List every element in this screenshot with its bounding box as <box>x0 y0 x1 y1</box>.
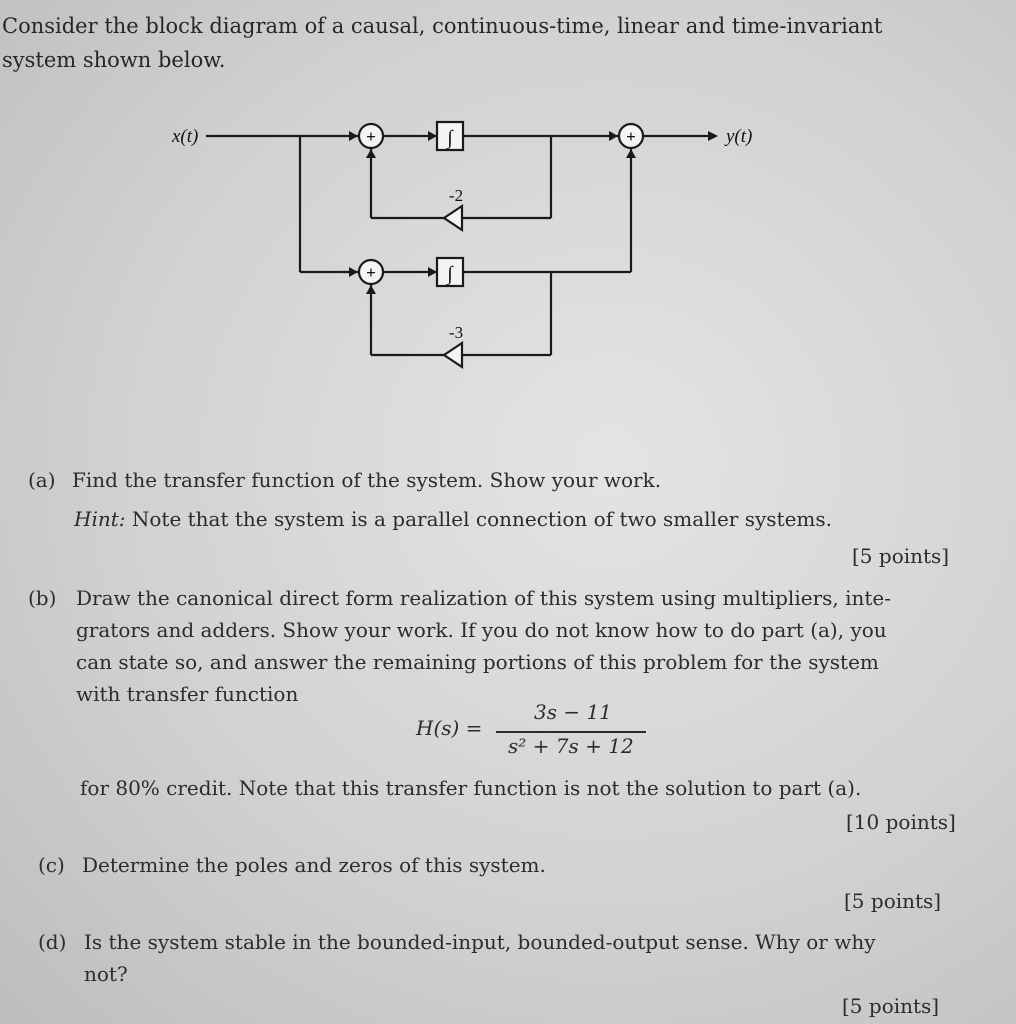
part-c-label: (c) <box>38 853 65 877</box>
hint-label: Hint: <box>74 507 126 531</box>
intro-line-2: system shown below. <box>2 48 226 72</box>
part-d-line-1: Is the system stable in the bounded-input, bounded-output sense. Why or why <box>84 930 876 954</box>
output-label: y(t) <box>726 126 753 147</box>
integrator-top-symbol: ∫ <box>447 127 453 149</box>
fraction-bar <box>496 731 646 733</box>
part-b-line-2: grators and adders. Show your work. If you do not know how to do part (a), you <box>76 618 887 642</box>
part-b-line-4: with transfer function <box>76 682 299 706</box>
part-c-points: [5 points] <box>844 889 942 913</box>
part-d-label: (d) <box>38 930 67 954</box>
hint-text: Note that the system is a parallel connection of two smaller systems. <box>131 507 832 531</box>
intro-line-1: Consider the block diagram of a causal, continuous-time, linear and time-invariant <box>2 14 883 38</box>
part-b-line-5: for 80% credit. Note that this transfer function is not the solution to part (a). <box>80 776 862 800</box>
part-b-label: (b) <box>28 586 57 610</box>
equation-lhs <box>416 716 482 740</box>
arrowhead <box>366 285 376 294</box>
part-a-line-1: Find the transfer function of the system. Show your work. <box>72 468 662 492</box>
arrowhead <box>428 131 437 141</box>
block-diagram <box>0 0 1016 440</box>
gain-bottom-triangle <box>444 343 462 367</box>
part-d-points: [5 points] <box>842 994 940 1018</box>
part-b-line-3: can state so, and answer the remaining portions of this problem for the system <box>76 650 879 674</box>
part-b-points: [10 points] <box>846 810 956 834</box>
part-a-label: (a) <box>28 468 56 492</box>
adder-top-symbol: + <box>366 127 376 146</box>
arrowhead <box>428 267 437 277</box>
part-b-line-1: Draw the canonical direct form realization of this system using multipliers, inte- <box>76 586 892 610</box>
arrowhead <box>609 131 618 141</box>
gain-top-label: -2 <box>448 186 464 205</box>
part-c-line-1: Determine the poles and zeros of this system. <box>82 853 546 877</box>
arrowhead <box>349 131 358 141</box>
equation-lhs-text: H(s) = <box>416 716 483 740</box>
adder-bottom-symbol: + <box>366 263 376 282</box>
part-a-hint <box>74 507 832 531</box>
adder-output-symbol: + <box>626 127 636 146</box>
gain-bottom-label: -3 <box>448 323 464 342</box>
arrowhead <box>626 149 636 158</box>
equation-numerator: 3s − 11 <box>534 700 612 724</box>
gain-top-triangle <box>444 206 462 230</box>
part-d-line-2: not? <box>84 962 128 986</box>
arrowhead <box>349 267 358 277</box>
arrowhead <box>366 149 376 158</box>
part-a-points: [5 points] <box>852 544 950 568</box>
equation-denominator: s² + 7s + 12 <box>508 734 634 758</box>
input-label: x(t) <box>172 126 199 147</box>
arrowhead <box>708 131 718 141</box>
integrator-bottom-symbol: ∫ <box>447 263 453 285</box>
